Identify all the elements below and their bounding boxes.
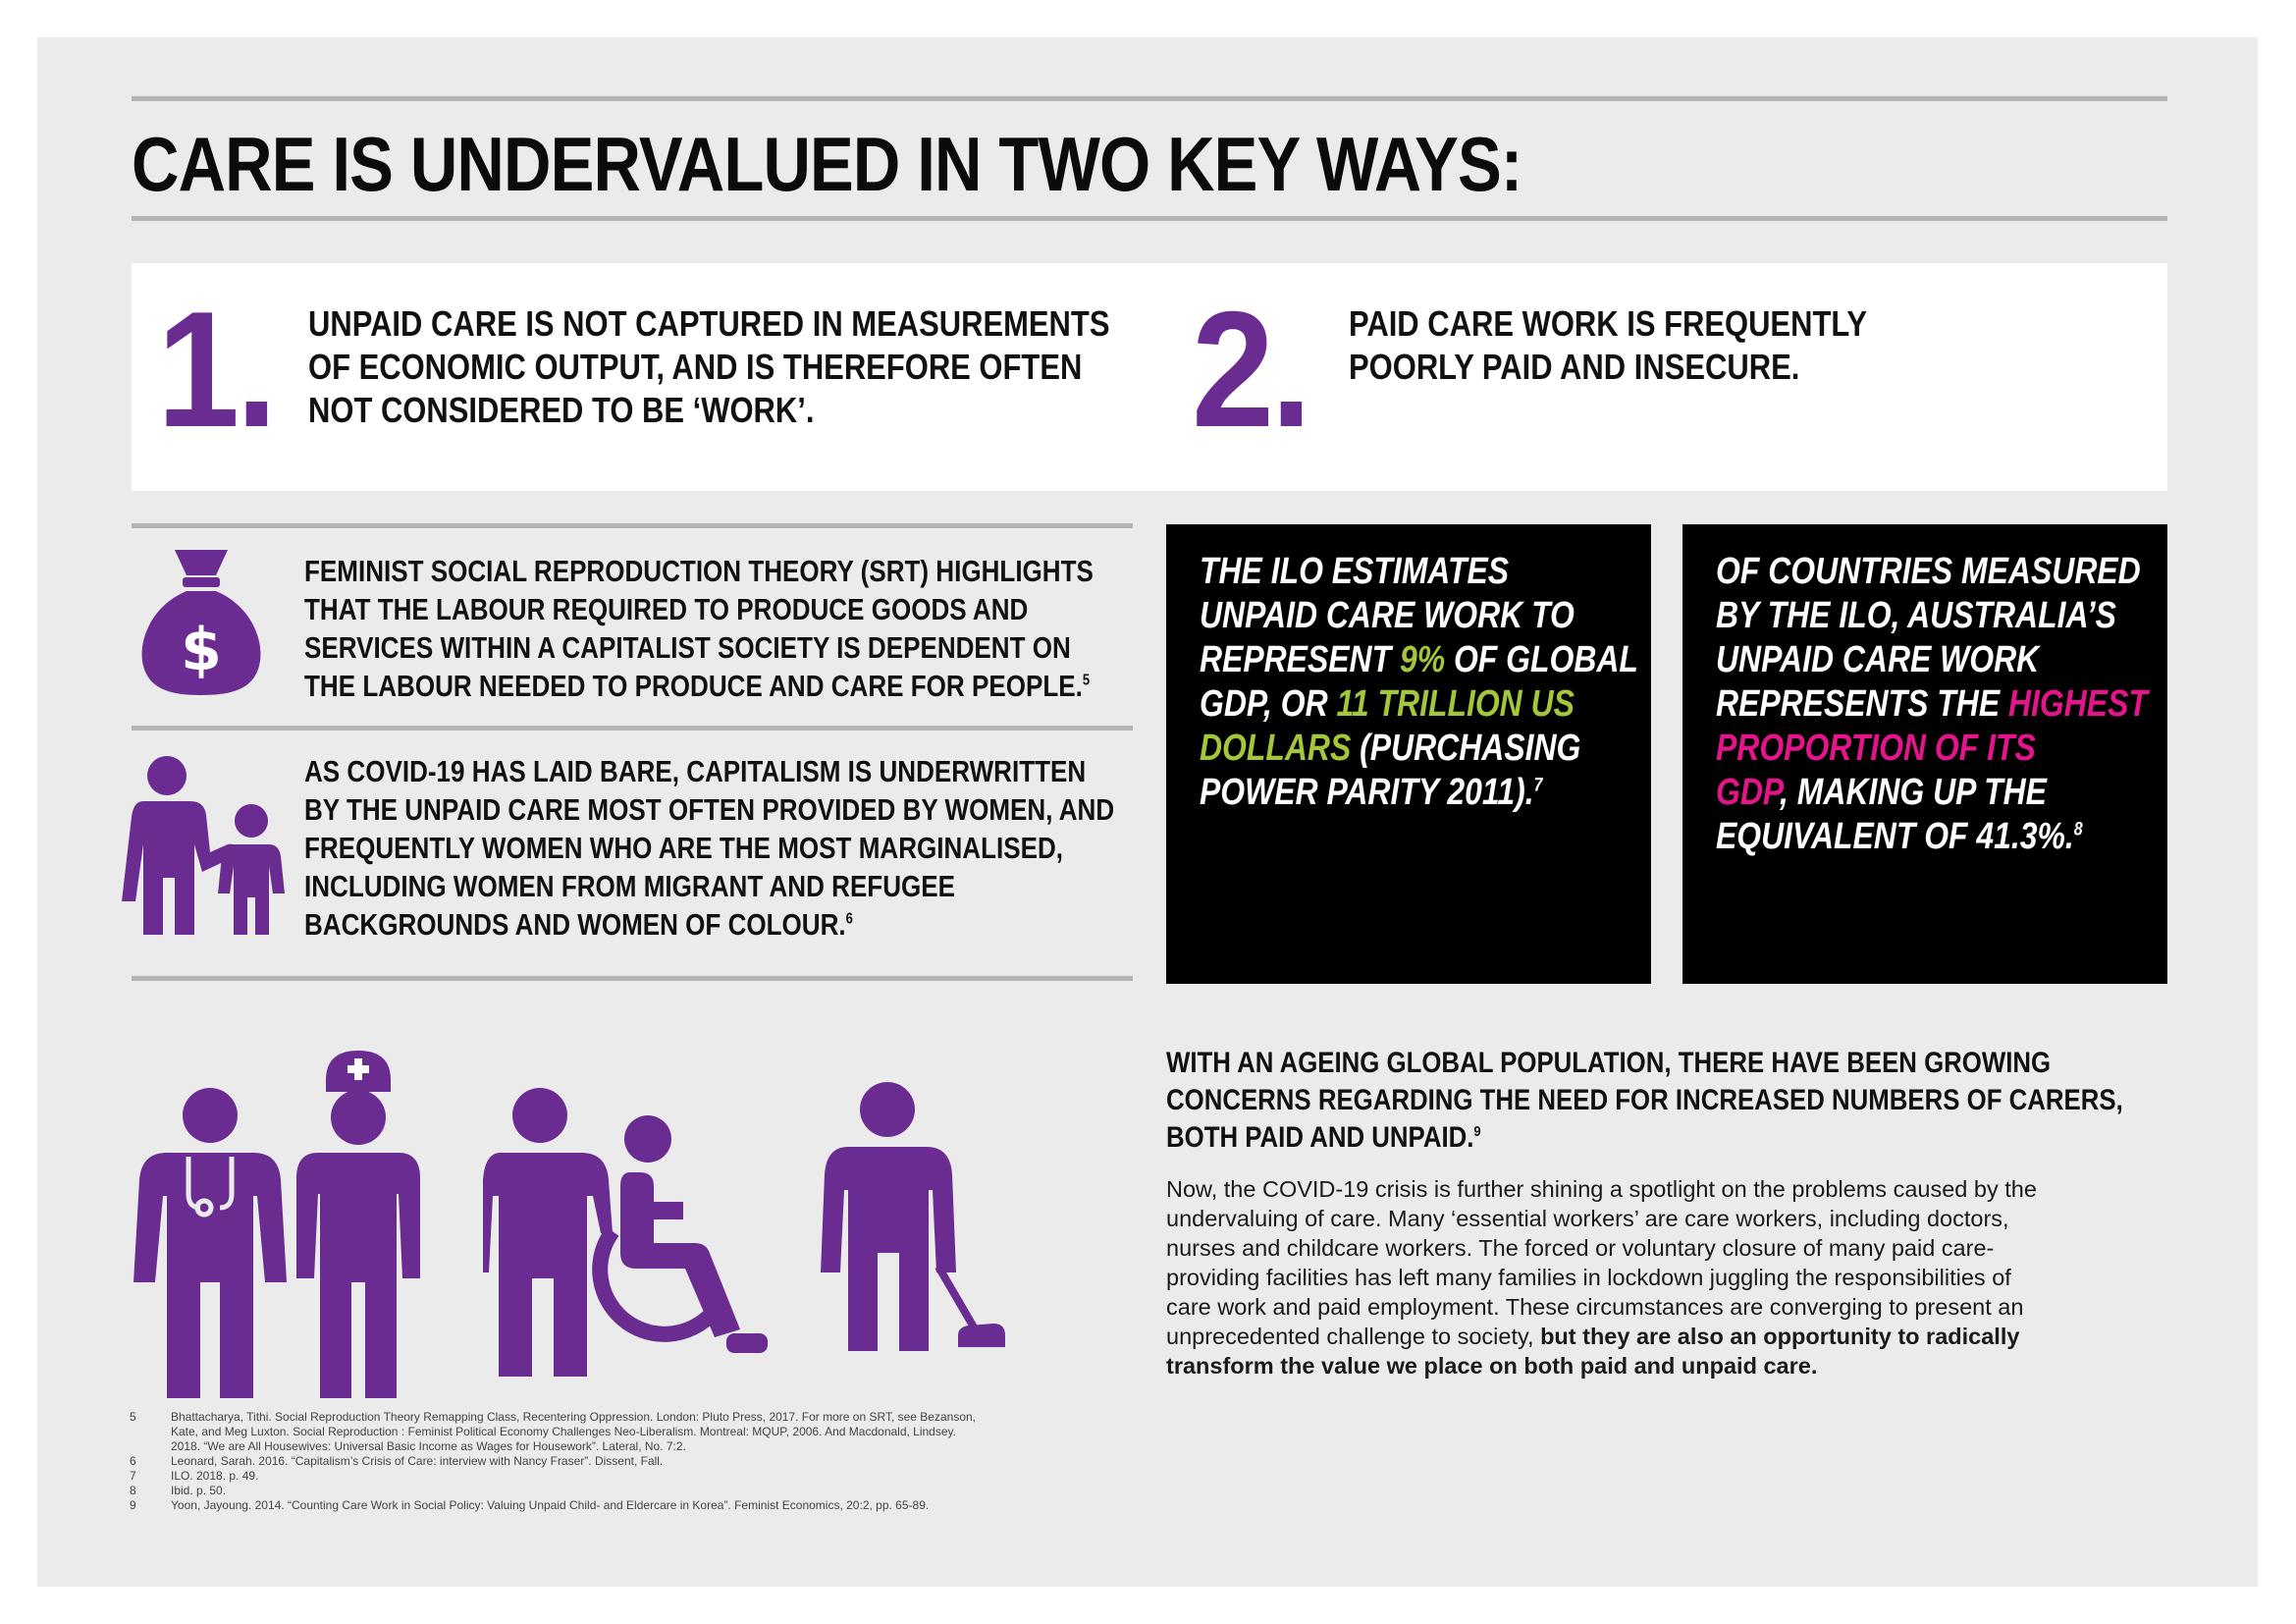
ageing-heading: WITH AN AGEING GLOBAL POPULATION, THERE HAVE BEEN GROWING CONCERNS REGARDING THE NEED FOR INCREASED NUMBERS OF CARERS, BOTH PAID AND UNPAID.$^9$ [1166, 1047, 2123, 1154]
nurse-icon [293, 1047, 424, 1400]
title-bottom-rule [132, 216, 2167, 221]
footnote-8: 8 Ibid. p. 50. [130, 1484, 227, 1497]
australia-box [1682, 524, 2167, 984]
point-1-text: UNPAID CARE IS NOT CAPTURED IN MEASUREMENTS OF ECONOMIC OUTPUT, AND IS THEREFORE OFTEN NOT CONSIDERED TO BE ‘WORK’. [308, 303, 1110, 430]
point-1-number: 1. [157, 277, 274, 461]
svg-text:$: $ [181, 616, 222, 684]
point-2-text: PAID CARE WORK IS FREQUENTLY POORLY PAID AND INSECURE. [1349, 303, 1868, 387]
covid-bottom-rule [132, 976, 1133, 981]
title-top-rule [132, 96, 2167, 101]
parent-child-icon [114, 754, 287, 937]
srt-top-rule [132, 523, 1133, 528]
footnote-6: 6 Leonard, Sarah. 2016. “Capitalism’s Crisis of Care: interview with Nancy Fraser”. Dissent, Fall. [130, 1454, 664, 1468]
page-title: CARE IS UNDERVALUED IN TWO KEY WAYS: [132, 121, 1522, 207]
wheelchair-carer-icon [483, 1086, 785, 1380]
footnotes [130, 1410, 976, 1513]
doctor-icon [132, 1086, 289, 1400]
australia-text: OF COUNTRIES MEASURED BY THE ILO, AUSTRALIA’S UNPAID CARE WORK REPRESENTS THE HIGHEST PROPORTION OF ITS GDP, MAKING UP THE EQUIVALENT OF 41.3%.$^8$ [1716, 551, 2148, 857]
covid-top-rule [132, 726, 1133, 731]
cleaner-icon [821, 1080, 1007, 1353]
footnote-5: 5 Bhattacharya, Tithi. Social Reproduction Theory Remapping Class, Recentering Oppression. London: Pluto Press, 2017. For more on SRT, see Bezanson, Kate, and Meg Luxton. Social Reproduction : Feminist Political Economy Challenges Neo-Liberalism. Montreal: MQUP, 2006. And Macdonald, Lindsey. 2018. “We are All Housewives: Universal Basic Income as Wages for Housework”. Lateral, No. 7:2. [130, 1410, 977, 1453]
money-bag-icon [137, 546, 265, 699]
ilo-estimate-text: THE ILO ESTIMATES UNPAID CARE WORK TO REPRESENT 9% OF GLOBAL GDP, OR 11 TRILLION US DOLLARS (PURCHASING POWER PARITY 2011).$^7$ [1200, 551, 1638, 813]
body-paragraph: Now, the COVID-19 crisis is further shining a spotlight on the problems caused by the undervaluing of care. Many ‘essential workers’ are care workers, including doctors, nurses and childcare workers. The forced or voluntary closure of many paid care- providing facilities has left many families in lockdown juggling the responsibilities of care work and paid employment. These circumstances are converging to present an unprecedented challenge to society, but they are also an opportunity to radically transform the value we place on both paid and unpaid care. [1166, 1176, 2037, 1379]
footnote-7: 7 ILO. 2018. p. 49. [130, 1469, 259, 1483]
covid-text: AS COVID-19 HAS LAID BARE, CAPITALISM IS UNDERWRITTEN BY THE UNPAID CARE MOST OFTEN PROVIDED BY WOMEN, AND FREQUENTLY WOMEN WHO ARE THE MOST MARGINALISED, INCLUDING WOMEN FROM MIGRANT AND REFUGEE BACKGROUNDS AND WOMEN OF COLOUR.$^6$ [304, 754, 1115, 942]
point-2-number: 2. [1192, 277, 1308, 461]
srt-text: FEMINIST SOCIAL REPRODUCTION THEORY (SRT) HIGHLIGHTS THAT THE LABOUR REQUIRED TO PRODUCE GOODS AND SERVICES WITHIN A CAPITALIST SOCIETY IS DEPENDENT ON THE LABOUR NEEDED TO PRODUCE AND CARE FOR PEOPLE.$^5$ [304, 554, 1094, 703]
ilo-estimate-box [1166, 524, 1651, 984]
footnote-9: 9 Yoon, Jayoung. 2014. “Counting Care Work in Social Policy: Valuing Unpaid Child- and Eldercare in Korea”. Feminist Economics, 20:2, pp. 65-89. [130, 1498, 930, 1512]
